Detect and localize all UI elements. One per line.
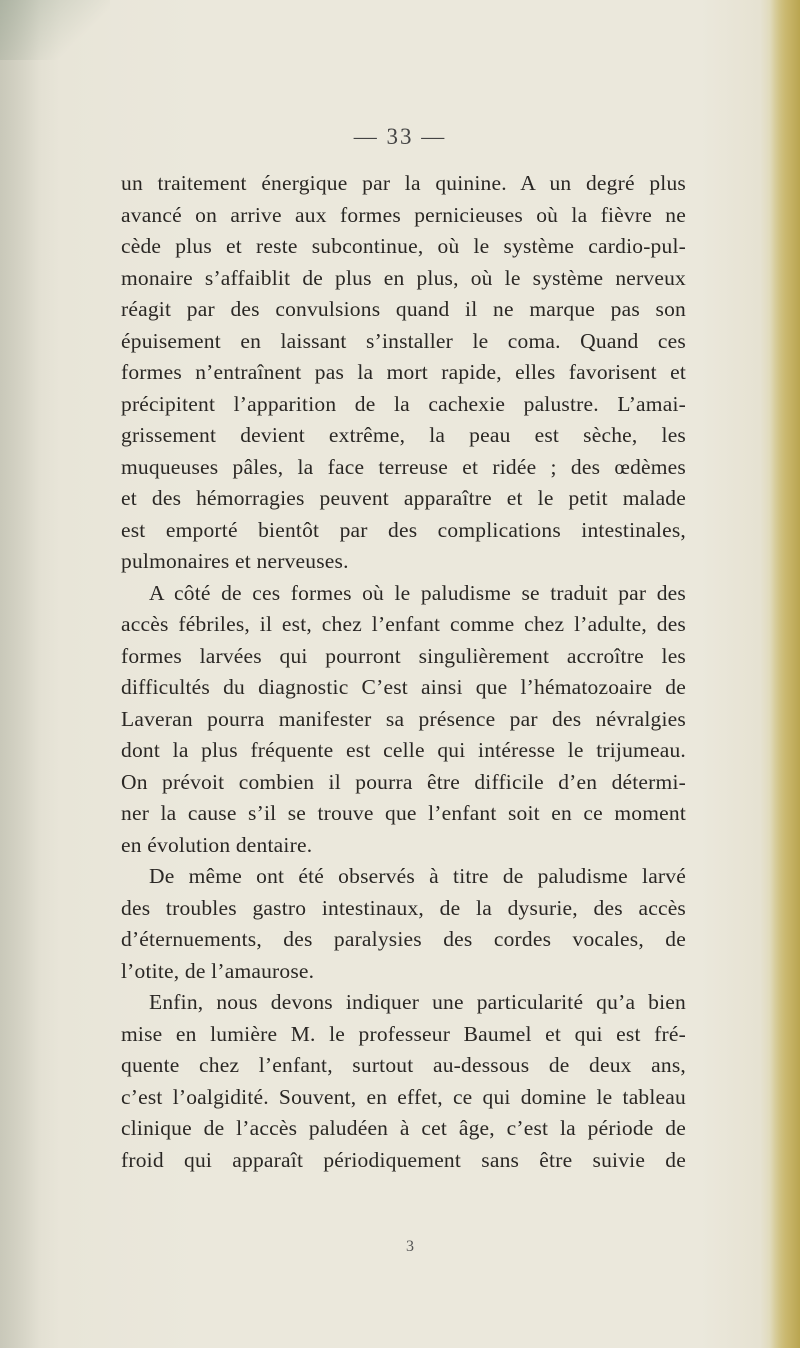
text-line: A côté de ces formes où le paludisme se traduit par des (149, 580, 686, 605)
text-line: réagit par des convulsions quand il ne marque pas son (121, 297, 686, 321)
text-line: d’éternuements, des paralysies des cordes vocales, de (121, 927, 686, 951)
text-line: froid qui apparaît périodiquement sans être suivie de (121, 1147, 686, 1172)
text-line: Enfin, nous devons indiquer une particularité qu’a bien (149, 990, 686, 1014)
text-line: pulmonaires et nerveuses. (121, 549, 349, 573)
page-number: — 33 — (353, 124, 447, 149)
page-edge-discoloration (770, 0, 800, 1348)
text-line: quente chez l’enfant, surtout au-dessous de deux ans, (121, 1053, 686, 1077)
text-line: avancé on arrive aux formes pernicieuses où la fièvre ne (121, 202, 686, 227)
text-line: muqueuses pâles, la face terreuse et ridée ; des œdèmes (121, 454, 686, 479)
text-line: c’est l’oalgidité. Souvent, en effet, ce qui domine le tableau (121, 1084, 686, 1109)
text-line: accès fébriles, il est, chez l’enfant comme chez l’adulte, des (121, 612, 686, 636)
text-line: un traitement énergique par la quinine. A un degré plus (121, 171, 686, 195)
page-corner-stain (0, 0, 110, 60)
text-line: monaire s’affaiblit de plus en plus, où le système nerveux (121, 265, 686, 290)
text-line: est emporté bientôt par des complications intestinales, (121, 517, 686, 542)
signature-mark: 3 (406, 1238, 414, 1255)
text-line: ner la cause s’il se trouve que l’enfant soit en ce moment (121, 801, 686, 825)
text-line: l’otite, de l’amaurose. (121, 958, 315, 983)
text-line: en évolution dentaire. (121, 832, 313, 857)
text-line: grissement devient extrême, la peau est sèche, les (121, 423, 686, 447)
text-line: des troubles gastro intestinaux, de la dysurie, des accès (121, 895, 686, 920)
text-line: formes larvées qui pourront singulièrement accroître les (121, 643, 686, 668)
text-line: clinique de l’accès paludéen à cet âge, c’est la période de (121, 1116, 686, 1140)
page-gutter-shadow (0, 0, 40, 1348)
text-line: formes n’entraînent pas la mort rapide, elles favorisent et (121, 360, 686, 384)
text-line: De même ont été observés à titre de paludisme larvé (149, 864, 686, 888)
text-line: précipitent l’apparition de la cachexie palustre. L’amai- (121, 391, 686, 416)
text-line: Laveran pourra manifester sa présence par des névralgies (121, 706, 686, 731)
text-line: cède plus et reste subcontinue, où le système cardio-pul- (121, 234, 686, 258)
text-line: et des hémorragies peuvent apparaître et le petit malade (121, 486, 686, 510)
text-line: mise en lumière M. le professeur Baumel et qui est fré- (121, 1021, 686, 1046)
text-line: On prévoit combien il pourra être difficile d’en détermi- (121, 769, 686, 794)
text-line: dont la plus fréquente est celle qui intéresse le trijumeau. (121, 738, 686, 762)
text-line: épuisement en laissant s’installer le coma. Quand ces (121, 328, 686, 353)
body-text (121, 168, 686, 1176)
text-line: difficultés du diagnostic C’est ainsi que l’hématozoaire de (121, 675, 686, 699)
